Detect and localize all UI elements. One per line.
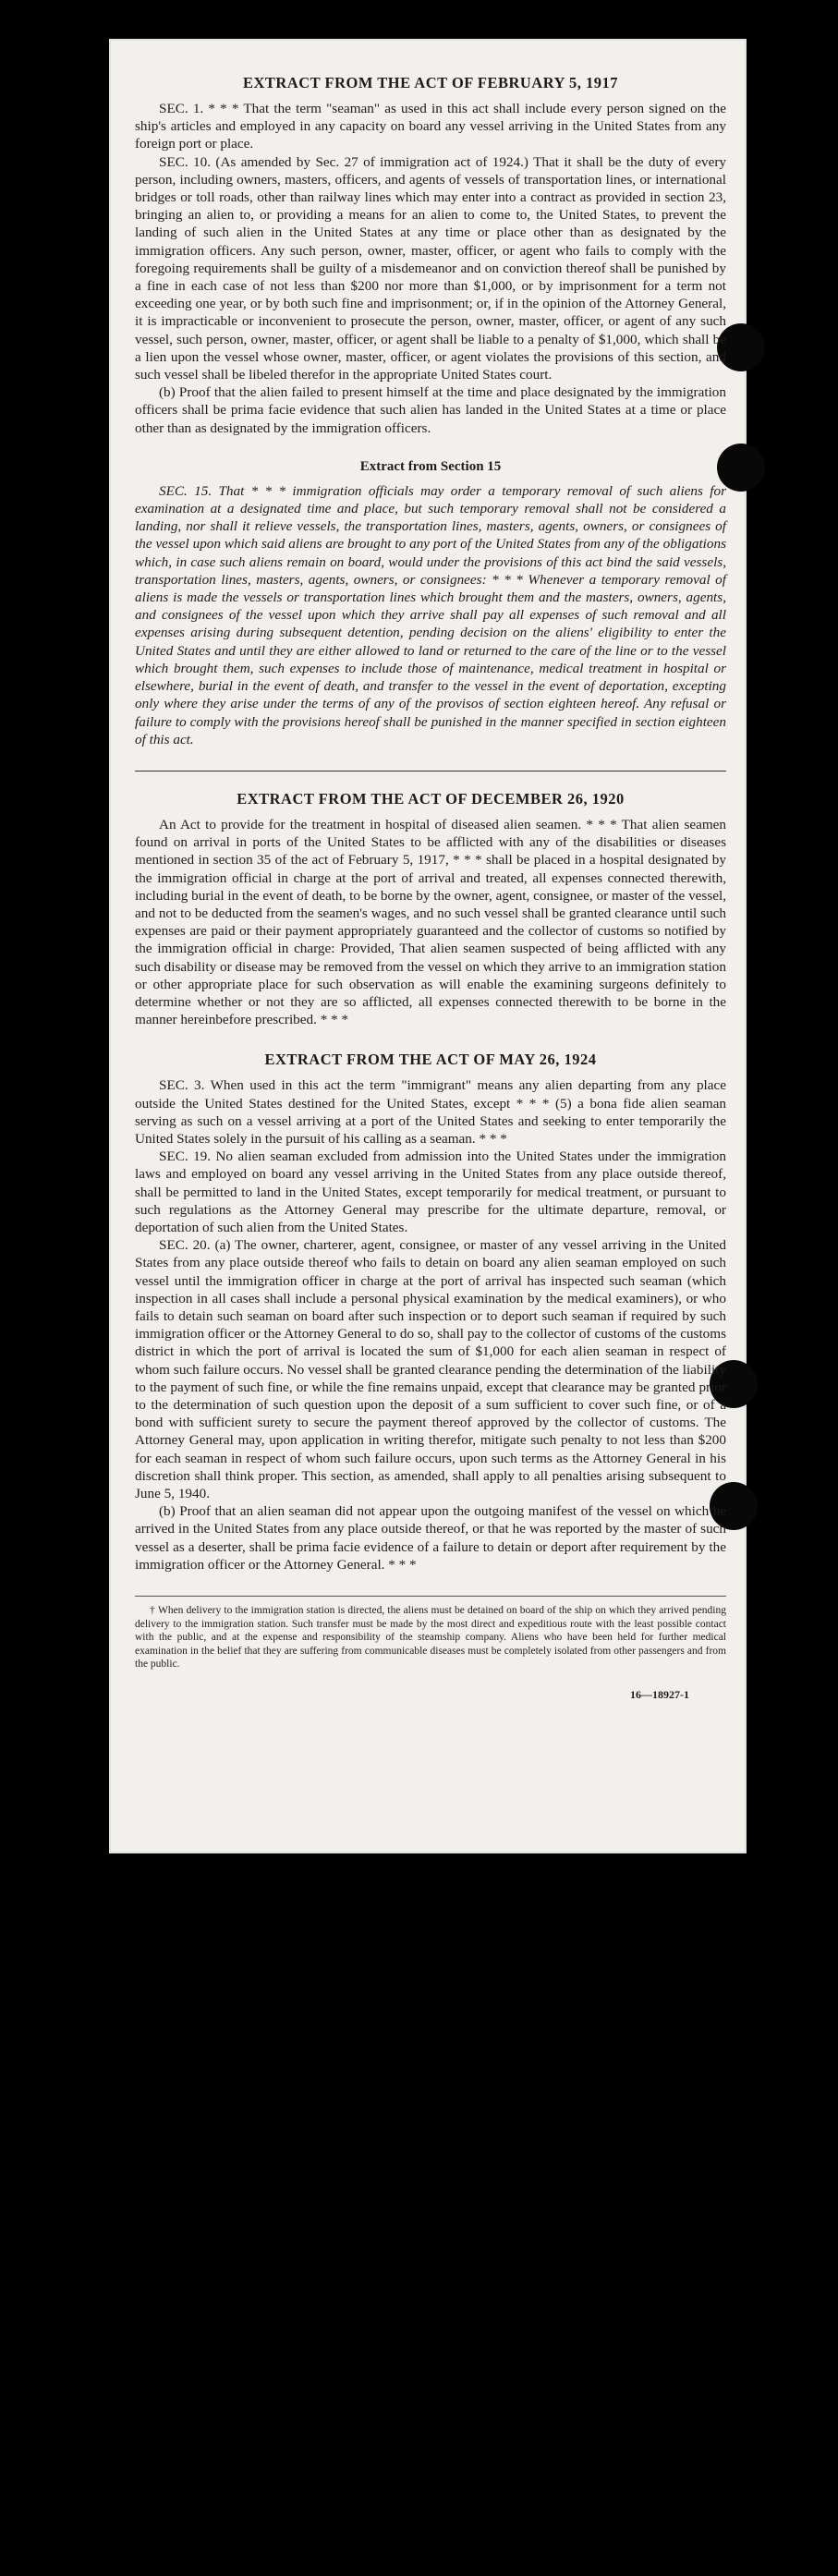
divider [135,771,726,772]
heading-act-1917: EXTRACT FROM THE ACT OF FEBRUARY 5, 1917 [243,74,618,91]
paragraph: SEC. 20. (a) The owner, charterer, agent, consignee, or master of any vessel arriving in the United States from any place outside thereof who fails to detain on board any alien seaman employed on such vessel until the immigration officer in charge at the port of arrival has inspected such seaman (which inspection in all cases shall include a personal physical examination by the medical examiners), or who fails to detain such seaman on board after such inspection or to deport such seaman if required by such immigration officer or the Attorney General to do so, shall pay to the collector of customs of the customs district in which the port of arrival is located the sum of $1,000 for each alien seaman in respect of whom such failure occurs. No vessel shall be granted clearance pending the determination of the liability to the payment of such fine, or while the fine remains unpaid, except that clearance may be granted prior to the determination of such question upon the deposit of a sum sufficient to cover such fine, or of a bond with sufficient surety to secure the payment thereof approved by the collector of customs. The Attorney General may, upon application in writing therefor, mitigate such penalty to not less than $200 for each seaman in respect of whom such failure occurs, upon such terms as the Attorney General in his discretion shall think proper. This section, as amended, shall apply to all penalties arising subsequent to June 5, 1940. [135,1237,726,1502]
document-page [109,39,747,1853]
section-act-1924 [135,1051,726,1574]
paragraph: SEC. 10. (As amended by Sec. 27 of immigration act of 1924.) That it shall be the duty of every person, including owners, masters, officers, and agents of vessels of transportation lines, or international bridges or toll roads, other than railway lines which may enter into a contract as provided in section 23, bringing an alien to, or providing a means for an alien to come to, the United States, to prevent the landing of such alien in the United States at any time or place other than as designated by the immigration officers. Any such person, owner, master, officer, or agent who fails to comply with the foregoing requirements shall be guilty of a misdemeanor and on conviction thereof shall be punished by a fine in each case of not less than $200 nor more than $1,000, or by imprisonment for a term not exceeding one year, or by both such fine and imprisonment; or, if in the opinion of the Attorney General, it is impracticable or inconvenient to prosecute the person, owner, master, officer, or agent of any such vessel, such person, owner, master, officer, or agent shall be liable to a penalty of $1,000, which shall be a lien upon the vessel whose owner, master, officer, or agent violates the provisions of this section, and such vessel shall be libeled therefor in the appropriate United States court. [135,153,726,383]
paragraph: SEC. 3. When used in this act the term "immigrant" means any alien departing from any place outside the United States destined for the United States, except * * * (5) a bona fide alien seaman serving as such on a vessel arriving at a port of the United States and seeking to enter temporarily the United States solely in the pursuit of his calling as a seaman. * * * [135,1077,726,1147]
section-act-1920 [135,790,726,1028]
section-15-extract [135,459,726,748]
paragraph: (b) Proof that an alien seaman did not appear upon the outgoing manifest of the vessel on which he arrived in the United States from any place outside thereof, or that he was reported by the master of such vessel as a deserter, shall be prima facie evidence of a failure to detain or deport after requirement by the immigration officer or the Attorney General. * * * [135,1503,726,1573]
section-act-1917 [135,74,726,437]
heading-act-1920: EXTRACT FROM THE ACT OF DECEMBER 26, 1920 [237,789,625,808]
heading-act-1924: EXTRACT FROM THE ACT OF MAY 26, 1924 [264,1051,597,1069]
document-body [135,74,726,1702]
form-number: 16—18927-1 [630,1687,689,1701]
paragraph: An Act to provide for the treatment in hospital of diseased alien seamen. * * * That alien seamen found on arrival in ports of the United States to be afflicted with any of the disabilities or diseases mentioned in section 35 of the act of February 5, 1917, * * * shall be placed in a hospital designated by the immigration official in charge at the port of arrival and treated, all expenses connected therewith, including burial in the event of death, to be borne by the owner, agent, consignee, or master of the vessel, and not to be deducted from the seamen's wages, and no such vessel shall be granted clearance until such expenses are paid or their payment appropriately guaranteed and the collector of customs so notified by the immigration official in charge: Provided, That alien seamen suspected of being afflicted with any such disability or disease may be removed from the vessel on which they arrive to an immigration station or other appropriate place for such observation as will enable the examining surgeons definitely to determine whether or not they are so afflicted, all expenses connected therewith to be borne in the manner hereinbefore prescribed. * * * [135,816,726,1028]
paragraph: SEC. 19. No alien seaman excluded from admission into the United States under the immigration laws and employed on board any vessel arriving in the United States from any place outside thereof, shall be permitted to land in the United States, except temporarily for medical treatment, or pursuant to such regulations as the Attorney General may prescribe for the ultimate departure, removal, or deportation of such alien from the United States. [135,1148,726,1235]
footnote-rule [135,1596,726,1597]
paragraph: SEC. 15. That * * * immigration officials may order a temporary removal of such aliens for examination at a designated time and place, but such temporary removal shall not be considered a landing, nor shall it relieve vessels, the transportation lines, masters, agents, owners, or consignees of the vessel upon which said aliens are brought to any port of the United States from any of the obligations which, in case such aliens remain on board, would under the provisions of this act bind the said vessels, transportation lines, masters, agents, owners, or consignees: * * * Whenever a temporary removal of aliens is made the vessels or transportation lines which brought them and the masters, owners, agents, and consignees of the vessel upon which they arrive shall pay all expenses of such removal and all expenses arising during subsequent detention, pending decision on the aliens' eligibility to enter the United States and until they are either allowed to land or returned to the care of the line or to the vessel which brought them, such expenses to include those of maintenance, medical treatment in hospital or elsewhere, burial in the event of death, and transfer to the vessel in the event of deportation, excepting only where they arise under the terms of any of the provisos of section eighteen hereof. Any refusal or failure to comply with the provisions hereof shall be punished in the manner specified in section eighteen of this act. [135,482,726,747]
footnote: † When delivery to the immigration station is directed, the aliens must be detained on board of the ship on which they arrived pending delivery to the immigration station. Such transfer must be made by the most direct and expeditious route with the least possible contact with the public, and at the expense and responsibility of the steamship company. Aliens who have been held for further medical examination in the belief that they are suffering from communicable diseases must be completely isolated from other passengers and from the public. [135,1605,726,1671]
heading-section-15: Extract from Section 15 [359,458,502,474]
paragraph: SEC. 1. * * * That the term "seaman" as used in this act shall include every person signed on the ship's articles and employed in any capacity on board any vessel arriving in the United States from any foreign port or place. [135,101,726,152]
paragraph: (b) Proof that the alien failed to present himself at the time and place designated by the immigration officers shall be prima facie evidence that such alien has landed in the United States at a time or place other than as designated by the immigration officers. [135,384,726,436]
